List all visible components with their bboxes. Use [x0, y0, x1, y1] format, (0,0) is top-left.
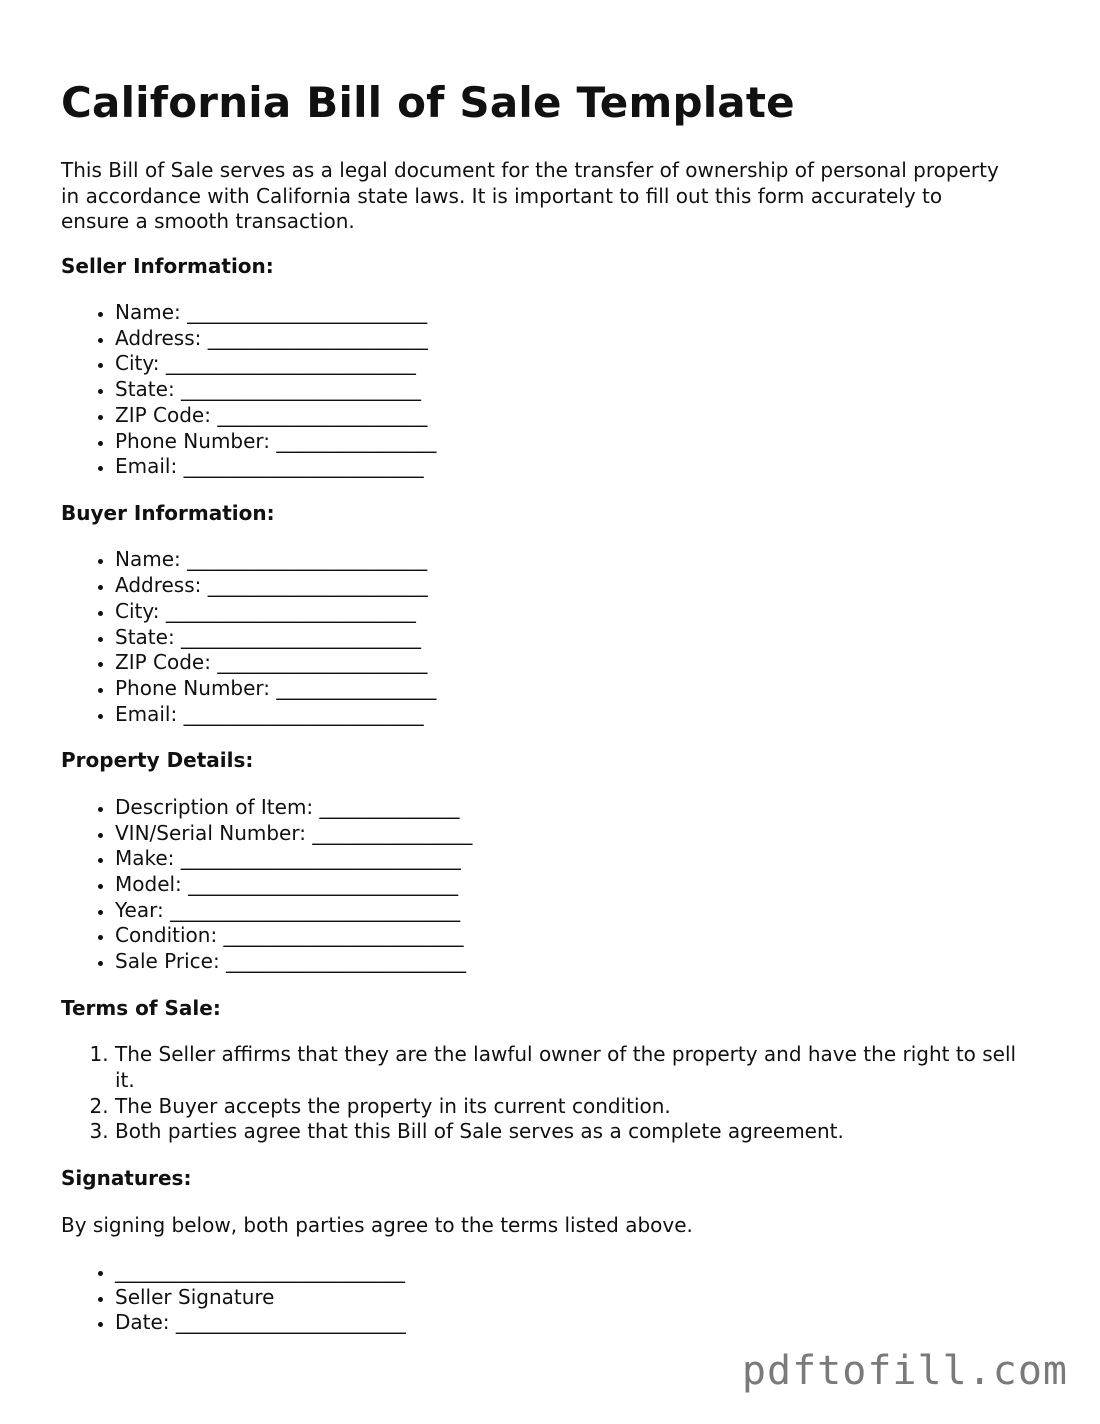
property-make-field[interactable]: • Make: ____________________________ [115, 846, 1041, 872]
seller-email-field[interactable]: • Email: ________________________ [115, 454, 1041, 480]
buyer-email-field[interactable]: • Email: ________________________ [115, 702, 1041, 728]
signature-date-field[interactable]: • Date: _______________________ [115, 1310, 1041, 1336]
property-price-field[interactable]: • Sale Price: ________________________ [115, 949, 1041, 975]
terms-item: 2. The Buyer accepts the property in its current condition. [115, 1094, 1041, 1120]
terms-item: 1. The Seller affirms that they are the lawful owner of the property and have the right to sell it. [115, 1042, 1041, 1093]
buyer-fields-list [61, 547, 1041, 727]
property-heading: Property Details: [61, 748, 254, 773]
seller-signature-line[interactable]: • _____________________________ [115, 1259, 1041, 1285]
seller-heading: Seller Information: [61, 253, 274, 278]
seller-state-field[interactable]: • State: ________________________ [115, 377, 1041, 403]
buyer-address-field[interactable]: • Address: ______________________ [115, 573, 1041, 599]
seller-city-field[interactable]: • City: _________________________ [115, 351, 1041, 377]
buyer-state-field[interactable]: • State: ________________________ [115, 625, 1041, 651]
terms-item: 3. Both parties agree that this Bill of Sale serves as a complete agreement. [115, 1119, 1041, 1145]
page-title: California Bill of Sale Template [61, 78, 795, 127]
buyer-city-field[interactable]: • City: _________________________ [115, 599, 1041, 625]
property-vin-field[interactable]: • VIN/Serial Number: ________________ [115, 821, 1041, 847]
seller-zip-field[interactable]: • ZIP Code: _____________________ [115, 403, 1041, 429]
property-model-field[interactable]: • Model: ___________________________ [115, 872, 1041, 898]
property-year-field[interactable]: • Year: _____________________________ [115, 898, 1041, 924]
seller-address-field[interactable]: • Address: ______________________ [115, 326, 1041, 352]
buyer-zip-field[interactable]: • ZIP Code: _____________________ [115, 650, 1041, 676]
signatures-list [61, 1259, 1041, 1336]
buyer-heading: Buyer Information: [61, 500, 275, 525]
property-description-field[interactable]: • Description of Item: ______________ [115, 795, 1041, 821]
buyer-phone-field[interactable]: • Phone Number: ________________ [115, 676, 1041, 702]
watermark: pdftofill.com [741, 1348, 1068, 1394]
document-page [61, 72, 1041, 1357]
seller-signature-label: • Seller Signature [115, 1285, 1041, 1311]
signatures-text: By signing below, both parties agree to the terms listed above. [61, 1212, 693, 1237]
property-fields-list [61, 795, 1041, 975]
seller-name-field[interactable]: • Name: ________________________ [115, 300, 1041, 326]
buyer-name-field[interactable]: • Name: ________________________ [115, 547, 1041, 573]
seller-fields-list [61, 300, 1041, 480]
seller-phone-field[interactable]: • Phone Number: ________________ [115, 429, 1041, 455]
signatures-heading: Signatures: [61, 1166, 192, 1191]
terms-heading: Terms of Sale: [61, 995, 221, 1020]
terms-list [61, 1042, 1041, 1145]
property-condition-field[interactable]: • Condition: ________________________ [115, 923, 1041, 949]
intro-paragraph: This Bill of Sale serves as a legal document for the transfer of ownership of personal property in accordance with California state laws. It is important to fill out this form accurately to ensure a smooth transaction. [61, 158, 999, 233]
